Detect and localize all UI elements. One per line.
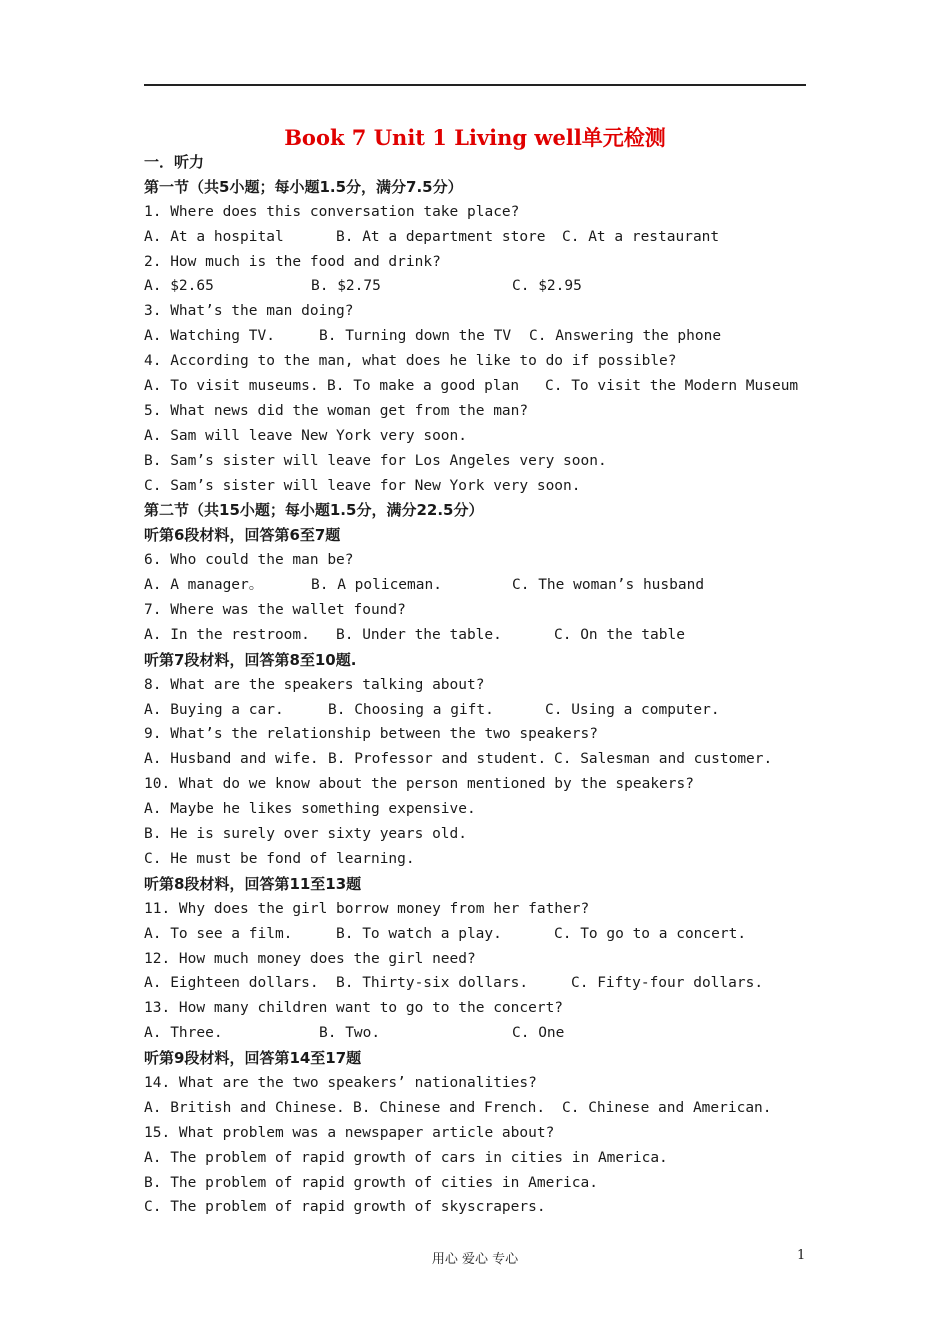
answer-option: B. Professor and student. xyxy=(328,751,547,768)
question-line: A. Maybe he likes something expensive. xyxy=(144,801,476,818)
section-heading: 听第9段材料，回答第14至17题 xyxy=(144,1049,362,1068)
answer-option: B. Thirty-six dollars. xyxy=(336,975,529,992)
answer-option: C. Answering the phone xyxy=(529,328,722,345)
answer-option: B. $2.75 xyxy=(311,278,381,295)
answer-option: C. To visit the Modern Museum xyxy=(545,378,799,395)
answer-option: C. One xyxy=(512,1025,565,1042)
answer-option: A. Eighteen dollars. xyxy=(144,975,319,992)
question-line: B. He is surely over sixty years old. xyxy=(144,826,468,843)
answer-option: C. The woman’s husband xyxy=(512,577,705,594)
question-line: A. The problem of rapid growth of cars in cities in America. xyxy=(144,1149,668,1166)
answer-option: A. A manager。 xyxy=(144,577,264,594)
question-line: 3. What’s the man doing? xyxy=(144,303,354,320)
document-body xyxy=(144,150,824,1220)
section-heading: 第二节（共15小题；每小题1.5分，满分22.5分） xyxy=(144,501,484,520)
question-line: 13. How many children want to go to the concert? xyxy=(144,1000,564,1017)
answer-option: C. Chinese and American. xyxy=(562,1099,772,1116)
question-line: B. Sam’s sister will leave for Los Angeles very soon. xyxy=(144,452,607,469)
answer-option: A. Husband and wife. xyxy=(144,751,319,768)
answer-option: B. Under the table. xyxy=(336,626,502,643)
header-rule xyxy=(144,84,806,86)
page-number: 1 xyxy=(797,1248,806,1263)
answer-option: B. Chinese and French. xyxy=(353,1099,546,1116)
answer-options xyxy=(144,324,824,349)
question-line: 7. Where was the wallet found? xyxy=(144,602,406,619)
answer-options xyxy=(144,747,824,772)
answer-option: A. Buying a car. xyxy=(144,701,284,718)
answer-option: B. To watch a play. xyxy=(336,925,502,942)
question-line: 6. Who could the man be? xyxy=(144,552,354,569)
answer-option: C. $2.95 xyxy=(512,278,582,295)
section-heading: 听第6段材料，回答第6至7题 xyxy=(144,526,341,545)
answer-option: A. In the restroom. xyxy=(144,626,310,643)
answer-option: C. On the table xyxy=(554,626,685,643)
question-line: 2. How much is the food and drink? xyxy=(144,253,441,270)
question-line: 4. According to the man, what does he like to do if possible? xyxy=(144,353,677,370)
answer-options xyxy=(144,971,824,996)
answer-option: B. A policeman. xyxy=(311,577,442,594)
answer-option: A. To visit museums. xyxy=(144,378,319,395)
answer-options xyxy=(144,374,824,399)
section-heading: 听第7段材料，回答第8至10题. xyxy=(144,650,357,669)
answer-option: B. Two. xyxy=(319,1025,381,1042)
section-heading: 听第8段材料，回答第11至13题 xyxy=(144,874,362,893)
question-line: 1. Where does this conversation take place? xyxy=(144,203,520,220)
page-title: Book 7 Unit 1 Living well单元检测 xyxy=(284,125,666,150)
answer-option: A. British and Chinese. xyxy=(144,1099,345,1116)
question-line: C. He must be fond of learning. xyxy=(144,850,415,867)
answer-option: C. To go to a concert. xyxy=(554,925,747,942)
answer-option: A. $2.65 xyxy=(144,278,214,295)
answer-options xyxy=(144,573,824,598)
answer-option: C. At a restaurant xyxy=(562,228,720,245)
answer-option: B. Choosing a gift. xyxy=(328,701,494,718)
answer-options xyxy=(144,274,824,299)
question-line: A. Sam will leave New York very soon. xyxy=(144,427,468,444)
answer-options xyxy=(144,922,824,947)
section-heading: 第一节（共5小题；每小题1.5分，满分7.5分） xyxy=(144,177,463,196)
section-heading: 一．听力 xyxy=(144,153,205,171)
question-line: C. The problem of rapid growth of skyscrapers. xyxy=(144,1199,546,1216)
answer-option: C. Fifty-four dollars. xyxy=(571,975,764,992)
answer-option: A. Watching TV. xyxy=(144,328,275,345)
question-line: 12. How much money does the girl need? xyxy=(144,950,476,967)
question-line: 11. Why does the girl borrow money from her father? xyxy=(144,900,590,917)
answer-options xyxy=(144,623,824,648)
answer-option: C. Salesman and customer. xyxy=(554,751,773,768)
answer-option: B. At a department store xyxy=(336,228,546,245)
page-footer: 用心 爱心 专心 xyxy=(431,1252,519,1267)
answer-options xyxy=(144,1096,824,1121)
question-line: 15. What problem was a newspaper article about? xyxy=(144,1124,555,1141)
answer-option: B. To make a good plan xyxy=(327,378,520,395)
question-line: 10. What do we know about the person mentioned by the speakers? xyxy=(144,776,694,793)
question-line: B. The problem of rapid growth of cities in America. xyxy=(144,1174,598,1191)
question-line: 9. What’s the relationship between the two speakers? xyxy=(144,726,598,743)
answer-options xyxy=(144,225,824,250)
answer-options xyxy=(144,698,824,723)
answer-options xyxy=(144,1021,824,1046)
answer-option: B. Turning down the TV xyxy=(319,328,512,345)
question-line: C. Sam’s sister will leave for New York very soon. xyxy=(144,477,581,494)
answer-option: A. Three. xyxy=(144,1025,223,1042)
question-line: 5. What news did the woman get from the man? xyxy=(144,402,529,419)
answer-option: C. Using a computer. xyxy=(545,701,720,718)
answer-option: A. At a hospital xyxy=(144,228,284,245)
question-line: 14. What are the two speakers’ nationalities? xyxy=(144,1074,537,1091)
question-line: 8. What are the speakers talking about? xyxy=(144,676,485,693)
answer-option: A. To see a film. xyxy=(144,925,293,942)
